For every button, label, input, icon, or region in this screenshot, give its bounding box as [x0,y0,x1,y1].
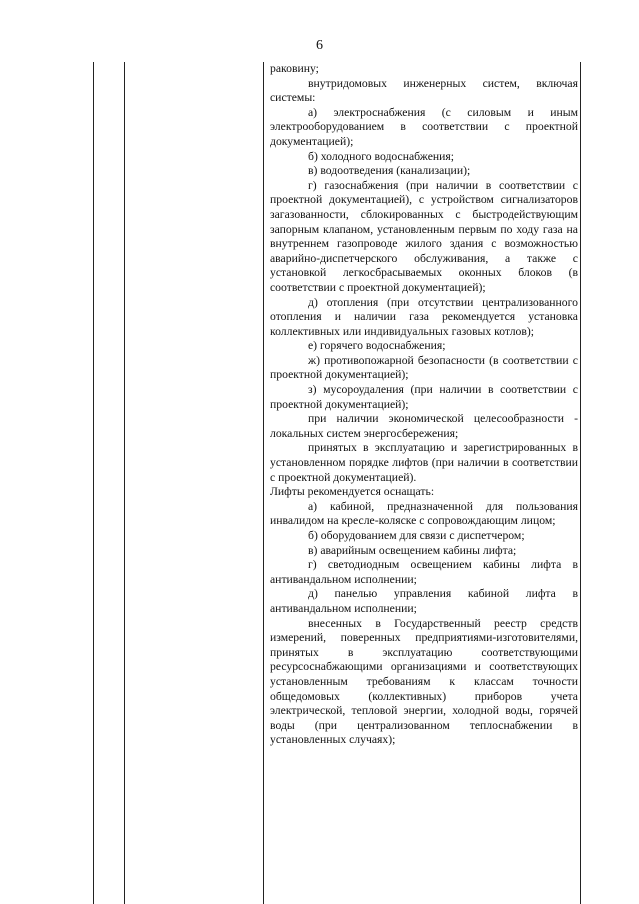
table-border-col2 [263,62,264,904]
paragraph: внутридомовых инженерных систем, включая системы: [270,76,578,105]
paragraph: в) аварийным освещением кабины лифта; [308,543,517,557]
requirements-text-cell [270,62,578,748]
paragraph: д) отопления (при отсутствии централизованного отопления и наличии газа рекомендуется установка коллективных или индивидуальных газовых котлов); [270,295,578,338]
paragraph: внесенных в Государственный реестр средств измерений, поверенных предприятиями-изготовителями, принятых в эксплуатацию соответствующими ресурсоснабжающими организациями и соответствующих установленным требованиям к классам точности общедомовых (коллективных) приборов учета электрической, тепловой энергии, холодной воды, горячей воды (при централизованном теплоснабжении в установленных случаях); [270,616,578,747]
paragraph: е) горячего водоснабжения; [308,339,446,353]
paragraph: д) панелью управления кабиной лифта в антивандальном исполнении; [270,587,578,615]
page-number: 6 [316,38,323,53]
paragraph: при наличии экономической целесообразности - локальных систем энергосбережения; [270,412,578,440]
paragraph: г) газоснабжения (при наличии в соответствии с проектной документацией), с устройством сигнализаторов загазованности, сблокированных с быстродействующим запорным клапаном, установленным первым по ходу газа на внутреннем газопроводе жилого здания с возможностью аварийно-диспетчерского обслуживания, а также с установкой легкосбрасываемых оконных блоков (в соответствии с проектной документацией); [270,178,578,294]
paragraph: в) водоотведения (канализации); [308,164,471,178]
paragraph: принятых в эксплуатацию и зарегистрированных в установленном порядке лифтов (при наличии в соответствии с проектной документацией). [270,441,578,484]
paragraph: з) мусороудаления (при наличии в соответствии с проектной документацией); [270,383,578,411]
paragraph: б) холодного водоснабжения; [308,149,455,163]
paragraph: Лифты рекомендуется оснащать: [270,485,435,499]
table-border-col1 [124,62,125,904]
paragraph: ж) противопожарной безопасности (в соответствии с проектной документацией); [270,353,578,382]
paragraph: б) оборудованием для связи с диспетчером; [308,529,525,542]
table-border-left [93,62,94,904]
paragraph: а) электроснабжения (с силовым и иным электрооборудованием в соответствии с проектной документацией); [270,105,578,148]
paragraph: а) кабиной, предназначенной для пользования инвалидом на кресле-коляске с сопровождающим лицом; [270,499,578,528]
paragraph: раковину; [270,62,319,75]
paragraph: г) светодиодным освещением кабины лифта в антивандальном исполнении; [270,558,578,586]
table-border-right [580,62,581,904]
